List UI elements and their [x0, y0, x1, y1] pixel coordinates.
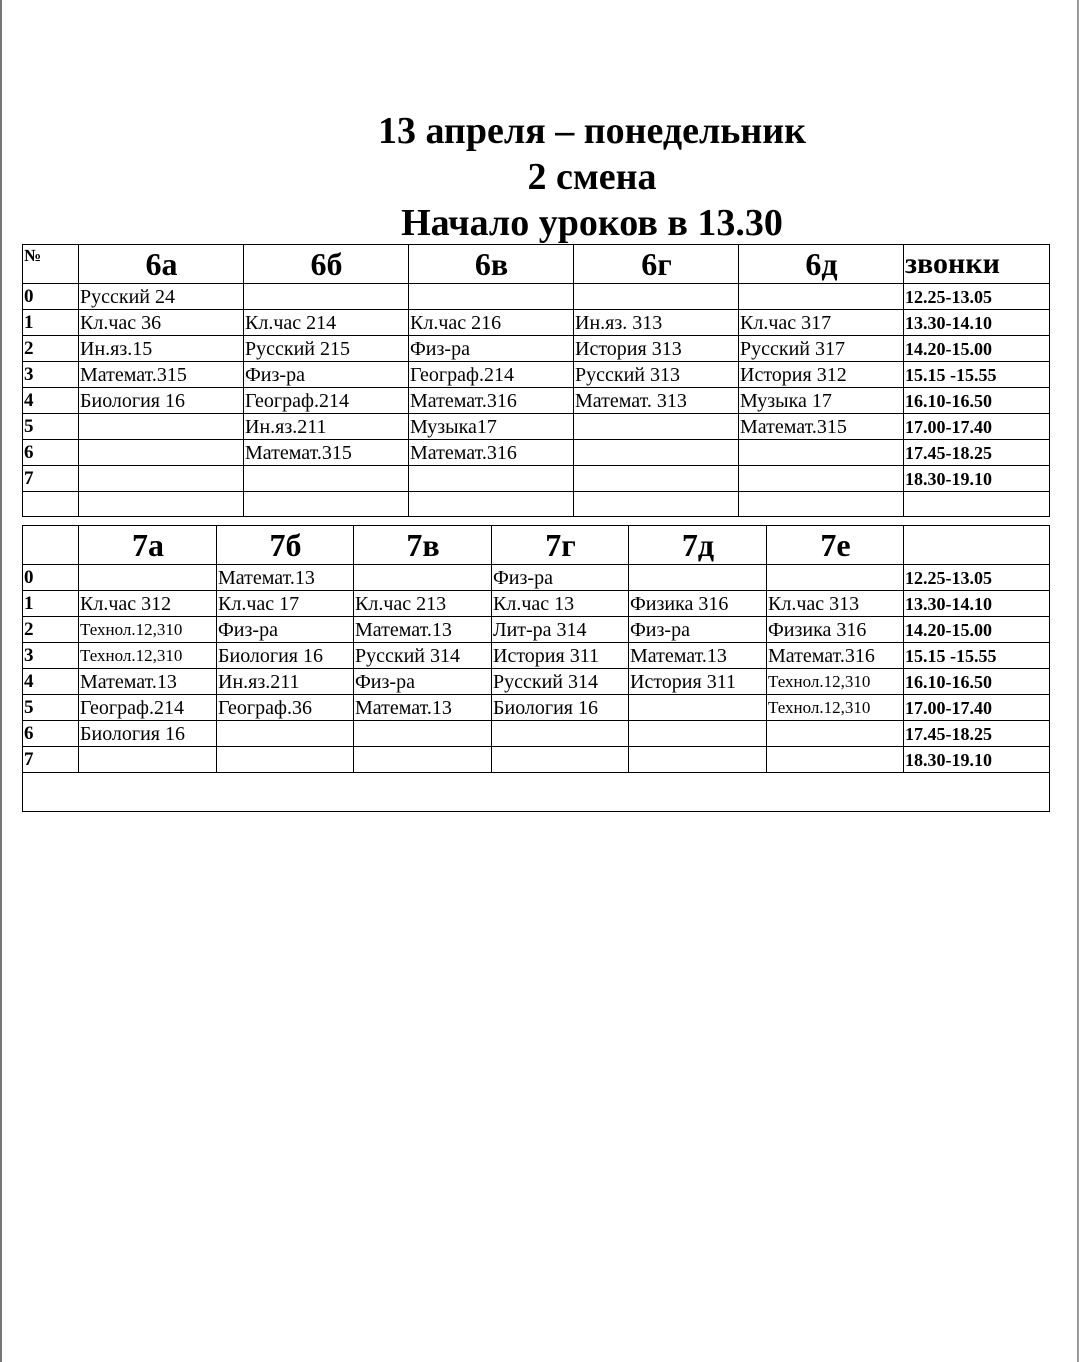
lesson-number: 1 [23, 591, 79, 617]
lesson-row [23, 466, 1050, 492]
schedule-table-grade-6 [22, 244, 1050, 517]
lesson-cell-7а: Кл.час 312 [79, 591, 217, 617]
empty-cell [904, 492, 1050, 517]
lesson-cell-6г: Ин.яз. 313 [574, 310, 739, 336]
lesson-cell-7г: Физ-ра [492, 565, 629, 591]
lesson-cell-7б [217, 721, 354, 747]
lesson-cell-6д: Музыка 17 [739, 388, 904, 414]
lesson-cell-6в: Физ-ра [409, 336, 574, 362]
lesson-cell-7б: Кл.час 17 [217, 591, 354, 617]
lesson-cell-6б: Кл.час 214 [244, 310, 409, 336]
lesson-cell-6г: Русский 313 [574, 362, 739, 388]
empty-cell [409, 492, 574, 517]
lesson-number: 2 [23, 617, 79, 643]
lesson-number: 3 [23, 362, 79, 388]
lesson-cell-6д: История 312 [739, 362, 904, 388]
lesson-cell-6б: Математ.315 [244, 440, 409, 466]
number-header: № [23, 245, 79, 284]
title-date: 13 апреля – понедельник [377, 110, 807, 152]
lesson-row [23, 565, 1050, 591]
lesson-row [23, 643, 1050, 669]
lesson-cell-6в [409, 284, 574, 310]
lesson-cell-6б: Физ-ра [244, 362, 409, 388]
lesson-row [23, 591, 1050, 617]
lesson-row [23, 617, 1050, 643]
lesson-cell-6в: Кл.час 216 [409, 310, 574, 336]
bell-time: 15.15 -15.55 [904, 643, 1050, 669]
lesson-cell-6д [739, 440, 904, 466]
lesson-cell-7д [629, 695, 767, 721]
lesson-cell-7б: Ин.яз.211 [217, 669, 354, 695]
class-header-6д: 6д [739, 245, 904, 284]
lesson-cell-6а: Кл.час 36 [79, 310, 244, 336]
lesson-cell-7е: Технол.12,310 [767, 669, 904, 695]
class-header-7е: 7е [767, 526, 904, 565]
lesson-cell-6б: Географ.214 [244, 388, 409, 414]
lesson-cell-6а [79, 440, 244, 466]
lesson-row [23, 362, 1050, 388]
lesson-cell-6а [79, 414, 244, 440]
lesson-cell-7г [492, 747, 629, 773]
bell-time: 13.30-14.10 [904, 591, 1050, 617]
empty-cell [23, 773, 1050, 812]
lesson-cell-6г [574, 440, 739, 466]
class-header-6а: 6а [79, 245, 244, 284]
bell-time: 17.00-17.40 [904, 414, 1050, 440]
lesson-row [23, 310, 1050, 336]
lesson-number: 0 [23, 284, 79, 310]
bell-time: 14.20-15.00 [904, 617, 1050, 643]
lesson-number: 3 [23, 643, 79, 669]
lesson-cell-6в: Музыка17 [409, 414, 574, 440]
lesson-cell-7а: Технол.12,310 [79, 617, 217, 643]
lesson-cell-6б [244, 466, 409, 492]
schedule-table-grade-7 [22, 525, 1050, 812]
lesson-cell-7в [354, 747, 492, 773]
lesson-cell-7в: Кл.час 213 [354, 591, 492, 617]
class-header-7д: 7д [629, 526, 767, 565]
lesson-row [23, 747, 1050, 773]
bells-header: звонки [904, 245, 1050, 284]
lesson-cell-6г: История 313 [574, 336, 739, 362]
lesson-number: 7 [23, 747, 79, 773]
lesson-number: 5 [23, 695, 79, 721]
class-header-6б: 6б [244, 245, 409, 284]
header-row [23, 245, 1050, 284]
bell-time: 12.25-13.05 [904, 565, 1050, 591]
lesson-cell-6б: Ин.яз.211 [244, 414, 409, 440]
bell-time: 17.45-18.25 [904, 440, 1050, 466]
empty-cell [244, 492, 409, 517]
lesson-row [23, 695, 1050, 721]
bell-time: 12.25-13.05 [904, 284, 1050, 310]
lesson-cell-7в [354, 721, 492, 747]
lesson-cell-7е: Кл.час 313 [767, 591, 904, 617]
lesson-cell-7е [767, 721, 904, 747]
bell-time: 16.10-16.50 [904, 669, 1050, 695]
lesson-cell-6б [244, 284, 409, 310]
bell-time: 15.15 -15.55 [904, 362, 1050, 388]
empty-row [23, 492, 1050, 517]
lesson-cell-6в: Географ.214 [409, 362, 574, 388]
empty-cell [79, 492, 244, 517]
lesson-cell-7д: Математ.13 [629, 643, 767, 669]
lesson-cell-7б [217, 747, 354, 773]
lesson-row [23, 388, 1050, 414]
page-title [2, 108, 1079, 246]
lesson-cell-6в: Математ.316 [409, 440, 574, 466]
lesson-row [23, 721, 1050, 747]
lesson-cell-6б: Русский 215 [244, 336, 409, 362]
lesson-cell-7г: Кл.час 13 [492, 591, 629, 617]
number-header [23, 526, 79, 565]
class-header-7г: 7г [492, 526, 629, 565]
lesson-row [23, 669, 1050, 695]
lesson-cell-7в [354, 565, 492, 591]
class-header-7а: 7а [79, 526, 217, 565]
lesson-cell-6а: Русский 24 [79, 284, 244, 310]
class-header-7в: 7в [354, 526, 492, 565]
lesson-cell-6д [739, 284, 904, 310]
lesson-cell-6д: Кл.час 317 [739, 310, 904, 336]
lesson-cell-6д: Математ.315 [739, 414, 904, 440]
lesson-cell-7а: Биология 16 [79, 721, 217, 747]
lesson-cell-7б: Биология 16 [217, 643, 354, 669]
bell-time: 13.30-14.10 [904, 310, 1050, 336]
lesson-cell-6г [574, 466, 739, 492]
lesson-cell-7а [79, 747, 217, 773]
lesson-cell-7г: Русский 314 [492, 669, 629, 695]
empty-cell [574, 492, 739, 517]
lesson-cell-7б: Географ.36 [217, 695, 354, 721]
lesson-cell-6г: Математ. 313 [574, 388, 739, 414]
empty-row [23, 773, 1050, 812]
class-header-7б: 7б [217, 526, 354, 565]
title-shift: 2 смена [527, 156, 657, 198]
bell-time: 14.20-15.00 [904, 336, 1050, 362]
lesson-cell-6в: Математ.316 [409, 388, 574, 414]
title-start-time: Начало уроков в 13.30 [401, 202, 783, 244]
lesson-cell-6в [409, 466, 574, 492]
lesson-cell-7д: Физика 316 [629, 591, 767, 617]
lesson-cell-6а: Биология 16 [79, 388, 244, 414]
lesson-cell-7д [629, 721, 767, 747]
lesson-number: 6 [23, 721, 79, 747]
lesson-row [23, 284, 1050, 310]
class-header-6г: 6г [574, 245, 739, 284]
lesson-cell-6а: Математ.315 [79, 362, 244, 388]
lesson-row [23, 336, 1050, 362]
class-header-6в: 6в [409, 245, 574, 284]
lesson-number: 7 [23, 466, 79, 492]
lesson-cell-7б: Физ-ра [217, 617, 354, 643]
lesson-cell-7г: Лит-ра 314 [492, 617, 629, 643]
bells-header [904, 526, 1050, 565]
lesson-cell-7е [767, 747, 904, 773]
bell-time: 16.10-16.50 [904, 388, 1050, 414]
lesson-cell-6г [574, 414, 739, 440]
lesson-row [23, 440, 1050, 466]
lesson-row [23, 414, 1050, 440]
empty-cell [739, 492, 904, 517]
lesson-cell-7а [79, 565, 217, 591]
lesson-cell-7в: Физ-ра [354, 669, 492, 695]
lesson-cell-6д: Русский 317 [739, 336, 904, 362]
lesson-cell-7д [629, 565, 767, 591]
lesson-cell-7в: Математ.13 [354, 617, 492, 643]
bell-time: 17.45-18.25 [904, 721, 1050, 747]
lesson-cell-7а: Технол.12,310 [79, 643, 217, 669]
bell-time: 18.30-19.10 [904, 747, 1050, 773]
lesson-cell-7е: Физика 316 [767, 617, 904, 643]
lesson-cell-7в: Русский 314 [354, 643, 492, 669]
lesson-cell-7г: История 311 [492, 643, 629, 669]
lesson-cell-7д: Физ-ра [629, 617, 767, 643]
lesson-cell-7б: Математ.13 [217, 565, 354, 591]
lesson-cell-7е: Технол.12,310 [767, 695, 904, 721]
lesson-cell-7е: Математ.316 [767, 643, 904, 669]
lesson-number: 5 [23, 414, 79, 440]
empty-cell [23, 492, 79, 517]
lesson-number: 6 [23, 440, 79, 466]
lesson-number: 4 [23, 388, 79, 414]
lesson-number: 0 [23, 565, 79, 591]
lesson-number: 2 [23, 336, 79, 362]
lesson-cell-7д [629, 747, 767, 773]
bell-time: 18.30-19.10 [904, 466, 1050, 492]
lesson-cell-7д: История 311 [629, 669, 767, 695]
lesson-cell-7а: Географ.214 [79, 695, 217, 721]
lesson-cell-7г: Биология 16 [492, 695, 629, 721]
lesson-number: 1 [23, 310, 79, 336]
lesson-cell-7а: Математ.13 [79, 669, 217, 695]
header-row [23, 526, 1050, 565]
lesson-cell-7в: Математ.13 [354, 695, 492, 721]
bell-time: 17.00-17.40 [904, 695, 1050, 721]
lesson-cell-6д [739, 466, 904, 492]
lesson-cell-7г [492, 721, 629, 747]
lesson-cell-6а [79, 466, 244, 492]
lesson-cell-6а: Ин.яз.15 [79, 336, 244, 362]
lesson-cell-6г [574, 284, 739, 310]
lesson-number: 4 [23, 669, 79, 695]
lesson-cell-7е [767, 565, 904, 591]
